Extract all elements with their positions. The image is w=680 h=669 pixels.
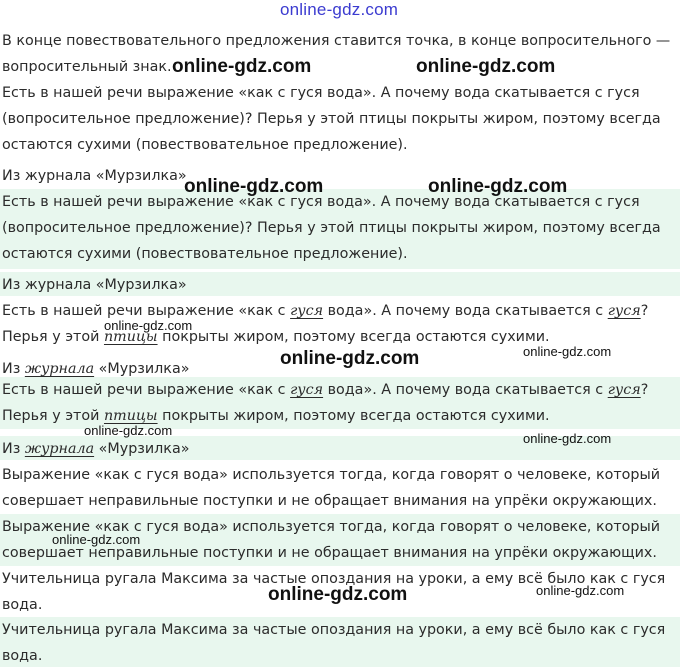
text-line: (вопросительное предложение)? Перья у этой птицы покрыты жиром, поэтому всегда <box>2 220 661 236</box>
paragraph-sentence-highlighted <box>0 617 680 667</box>
text-line: Выражение «как с гуся вода» используется тогда, когда говорят о человеке, который <box>2 467 661 483</box>
paragraph-rule <box>0 28 680 80</box>
text-line: Выражение «как с гуся вода» используется тогда, когда говорят о человеке, который <box>2 519 661 535</box>
text-line: совершает неправильные поступки и не обращает внимания на упрёки окружающих. <box>2 545 657 561</box>
watermark: online-gdz.com <box>268 584 408 605</box>
text-line: Учительница ругала Максима за частые опоздания на уроки, а ему всё было как с гуся <box>2 571 666 587</box>
text-line: Из журнала «Мурзилка» <box>2 277 187 293</box>
watermark: online-gdz.com <box>280 348 420 369</box>
marked-word: гуся <box>290 303 324 319</box>
text-line: В конце повествовательного предложения ставится точка, в конце вопросительного — <box>2 33 671 49</box>
marked-word: гуся <box>607 303 641 319</box>
paragraph-example <box>0 80 680 158</box>
text-line: Есть в нашей речи выражение «как с гуся вода». А почему вода скатывается с гуся <box>2 85 640 101</box>
text-line: вопросительный знак. <box>2 59 172 75</box>
watermark: online-gdz.com <box>172 56 312 77</box>
marked-word: птицы <box>103 329 158 345</box>
marked-word: гуся <box>290 382 324 398</box>
text-line: вода. <box>2 648 43 664</box>
text-line: Перья у этой птицы покрыты жиром, поэтому всегда остаются сухими. <box>2 408 550 424</box>
watermark: online-gdz.com <box>52 532 141 547</box>
paragraph-source-highlighted <box>0 272 680 296</box>
text-line: Учительница ругала Максима за частые опоздания на уроки, а ему всё было как с гуся <box>2 622 666 638</box>
text-line: Из журнала «Мурзилка» <box>2 168 187 184</box>
paragraph-example-highlighted <box>0 189 680 269</box>
marked-word: журнала <box>24 361 95 377</box>
text-line: Есть в нашей речи выражение «как с гуся вода». А почему вода скатывается с гуся? <box>2 303 649 319</box>
watermark: online-gdz.com <box>536 583 625 598</box>
text-line: остаются сухими (повествовательное предложение). <box>2 137 408 153</box>
site-header-watermark: online-gdz.com <box>280 0 399 19</box>
watermark: online-gdz.com <box>428 176 568 197</box>
marked-word: гуся <box>607 382 641 398</box>
watermark: online-gdz.com <box>523 344 612 359</box>
watermark: online-gdz.com <box>523 431 612 446</box>
text-line: (вопросительное предложение)? Перья у этой птицы покрыты жиром, поэтому всегда <box>2 111 661 127</box>
text-line: Из журнала «Мурзилка» <box>2 441 190 457</box>
marked-word: птицы <box>103 408 158 424</box>
text-line: совершает неправильные поступки и не обращает внимания на упрёки окружающих. <box>2 493 657 509</box>
text-line: вода. <box>2 597 43 613</box>
paragraph-source <box>0 163 680 189</box>
watermark: online-gdz.com <box>184 176 324 197</box>
text-line: остаются сухими (повествовательное предложение). <box>2 246 408 262</box>
text-line: Перья у этой птицы покрыты жиром, поэтому всегда остаются сухими. <box>2 329 550 345</box>
marked-word: журнала <box>24 441 95 457</box>
text-line: Есть в нашей речи выражение «как с гуся вода». А почему вода скатывается с гуся? <box>2 382 649 398</box>
watermark: online-gdz.com <box>84 423 173 438</box>
paragraph-example-marked <box>0 298 680 350</box>
paragraph-example-marked-highlighted <box>0 377 680 429</box>
paragraph-explanation <box>0 462 680 514</box>
text-line: Из журнала «Мурзилка» <box>2 361 190 377</box>
watermark: online-gdz.com <box>416 56 556 77</box>
text-line: Есть в нашей речи выражение «как с гуся вода». А почему вода скатывается с гуся <box>2 194 640 210</box>
watermark: online-gdz.com <box>104 318 193 333</box>
